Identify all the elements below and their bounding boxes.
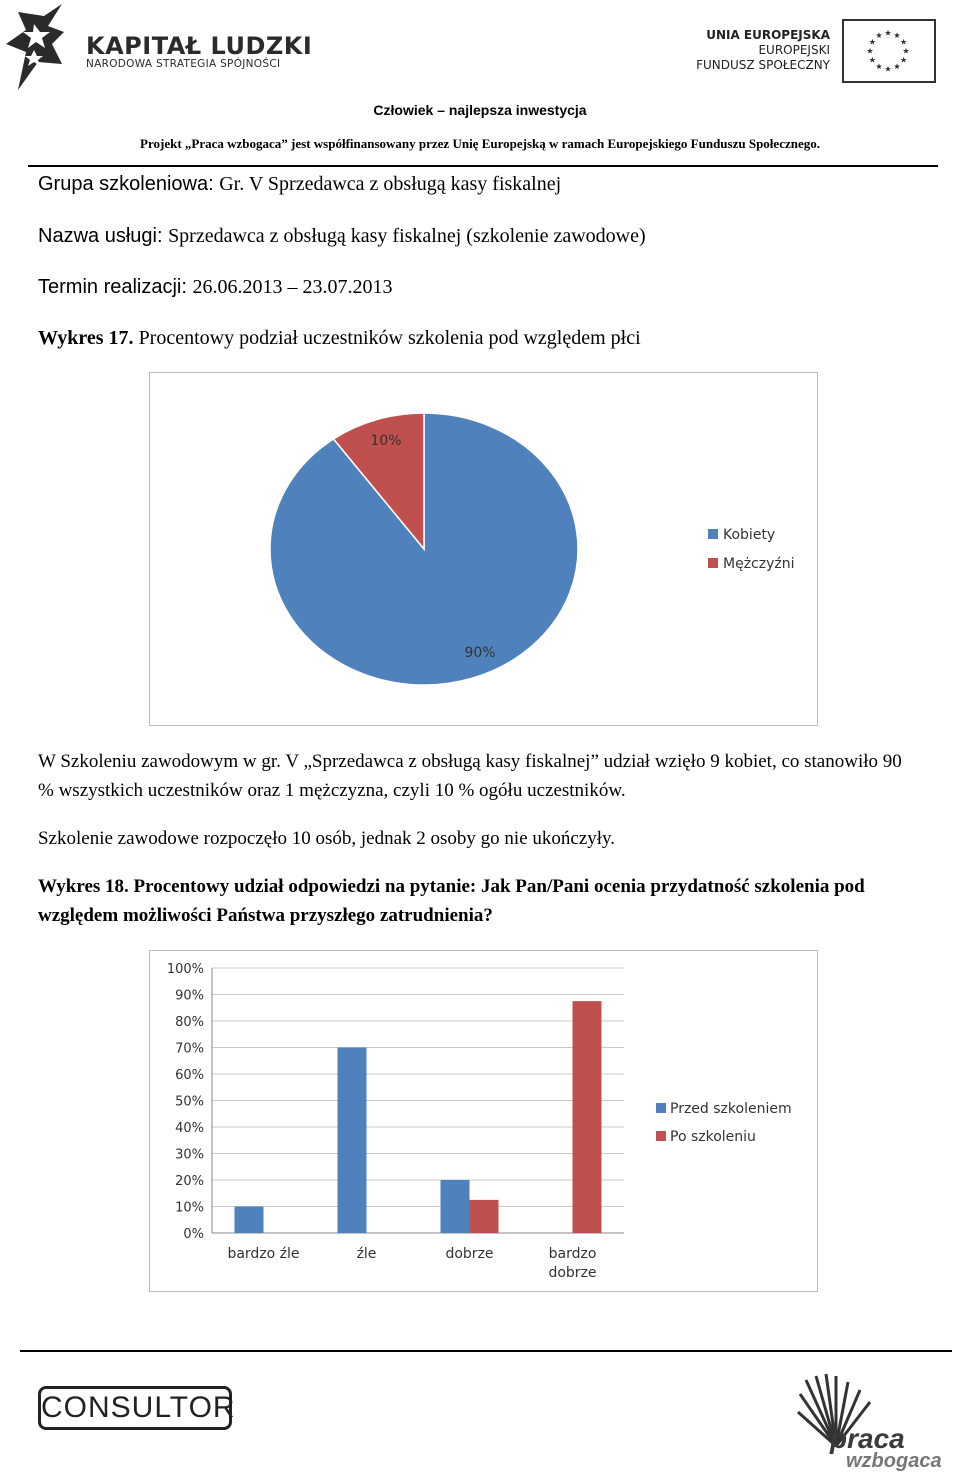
pie-data-label-0: 90%	[464, 645, 496, 661]
bar-0-0	[235, 1207, 264, 1234]
bar-1-2	[470, 1200, 499, 1233]
bar-x-tick-label: dobrze	[548, 1265, 597, 1281]
group-line	[38, 172, 561, 196]
bar-x-tick-label: bardzo	[548, 1246, 597, 1262]
pie-legend-label-0: Kobiety	[723, 527, 776, 543]
term-value: 26.06.2013 – 23.07.2013	[192, 276, 393, 298]
chart17-caption-num: Wykres 17.	[38, 327, 134, 349]
pie-data-label-1: 10%	[370, 433, 402, 449]
eu-line3: FUNDUSZ SPOŁECZNY	[696, 58, 830, 72]
group-label: Grupa szkoleniowa:	[38, 173, 220, 195]
bar-y-tick-label: 50%	[175, 1094, 204, 1110]
bar-y-tick-label: 80%	[175, 1015, 204, 1030]
eu-line1: UNIA EUROPEJSKA	[706, 28, 830, 42]
praca-logo-word1: praca	[830, 1423, 905, 1454]
paragraph-1: W Szkoleniu zawodowym w gr. V „Sprzedawca z obsługą kasy fiskalnej” udział wzięło 9 kobiet, co stanowiło 90 % wszystkich uczestników oraz 1 mężczyzna, czyli 10 % ogółu uczestników.	[38, 751, 902, 801]
bar-y-tick-label: 20%	[175, 1174, 204, 1189]
kapital-ludzki-logo-icon	[4, 2, 66, 92]
paragraph-2: Szkolenie zawodowe rozpoczęło 10 osób, jednak 2 osoby go nie ukończyły.	[38, 828, 616, 849]
consultor-text: CONSULTOR	[41, 1391, 236, 1424]
bar-y-tick-label: 60%	[175, 1068, 204, 1083]
pie-chart-svg	[150, 373, 817, 725]
slogan: Człowiek – najlepsza inwestycja	[373, 102, 587, 118]
pie-legend-swatch-1	[708, 558, 718, 568]
header-divider	[28, 165, 938, 167]
bar-1-3	[573, 1001, 602, 1233]
footer-divider	[20, 1350, 952, 1352]
bar-x-tick-label: źle	[356, 1246, 377, 1262]
logo-left-subtitle: NARODOWA STRATEGIA SPÓJNOŚCI	[86, 58, 281, 70]
bar-legend-swatch-1	[656, 1131, 666, 1141]
project-line: Projekt „Praca wzbogaca” jest współfinansowany przez Unię Europejską w ramach Europejskiego Funduszu Społecznego.	[140, 136, 820, 151]
pie-legend-label-1: Mężczyźni	[723, 556, 795, 572]
bar-x-tick-label: bardzo źle	[227, 1246, 300, 1262]
chart18-caption: Wykres 18. Procentowy udział odpowiedzi na pytanie: Jak Pan/Pani ocenia przydatność szkolenia pod względem możliwości Państwa przyszłego zatrudnienia?	[38, 876, 865, 926]
bar-y-tick-label: 90%	[175, 988, 204, 1004]
bar-y-tick-label: 70%	[175, 1041, 204, 1057]
service-line	[38, 224, 646, 248]
bar-chart-svg	[150, 951, 817, 1291]
chart17-caption	[38, 326, 641, 350]
eu-line2: EUROPEJSKI	[758, 43, 830, 57]
bar-0-2	[441, 1180, 470, 1233]
bar-y-tick-label: 30%	[175, 1147, 204, 1163]
bar-y-tick-label: 0%	[183, 1227, 204, 1242]
pie-legend-swatch-0	[708, 529, 718, 539]
bar-y-tick-label: 10%	[175, 1200, 204, 1216]
bar-0-1	[338, 1048, 367, 1234]
bar-legend-label-1: Po szkoleniu	[670, 1129, 756, 1145]
bar-y-tick-label: 40%	[175, 1121, 204, 1136]
service-label: Nazwa usługi:	[38, 225, 169, 247]
bar-chart	[149, 950, 818, 1292]
chart17-caption-text: Procentowy podział uczestników szkolenia pod względem płci	[133, 327, 641, 349]
group-value: Gr. V Sprzedawca z obsługą kasy fiskalnej	[219, 173, 562, 195]
pie-chart	[149, 372, 818, 726]
consultor-logo	[38, 1386, 236, 1430]
bar-y-tick-label: 100%	[166, 962, 204, 977]
logo-left-title: KAPITAŁ LUDZKI	[86, 32, 313, 60]
service-value: Sprzedawca z obsługą kasy fiskalnej (szkolenie zawodowe)	[168, 225, 646, 247]
bar-legend-swatch-0	[656, 1103, 666, 1113]
bar-x-tick-label: dobrze	[445, 1246, 494, 1262]
eu-flag-icon	[842, 19, 936, 83]
term-line	[38, 275, 392, 299]
bar-legend-label-0: Przed szkoleniem	[670, 1101, 792, 1117]
praca-logo-word2: wzbogaca	[846, 1450, 942, 1472]
logo-right-text	[660, 28, 830, 73]
term-label: Termin realizacji:	[38, 276, 193, 298]
